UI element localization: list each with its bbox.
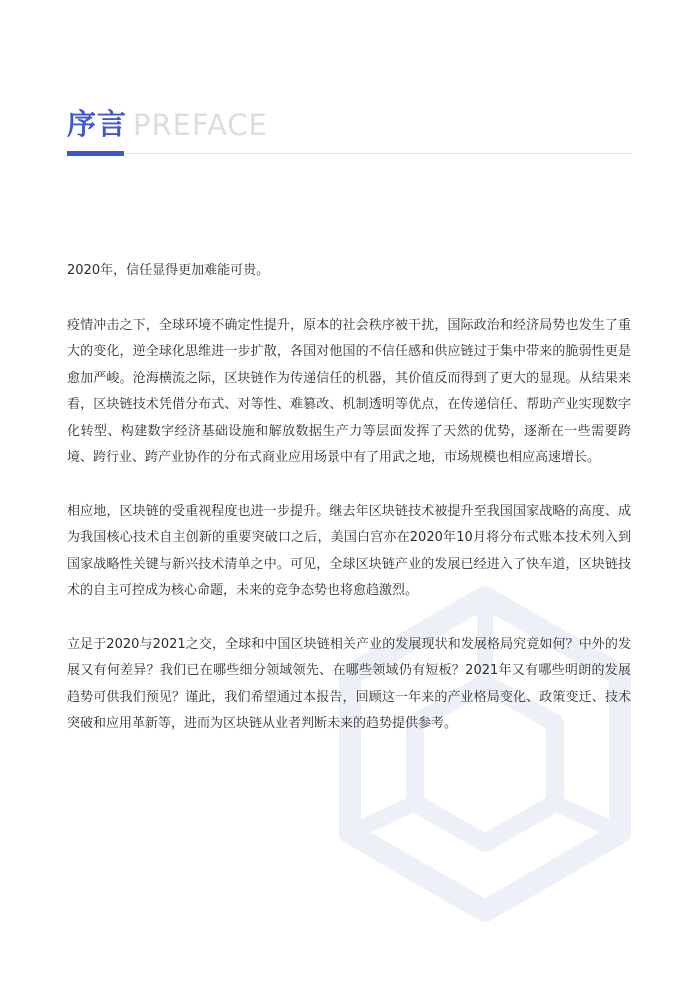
paragraph-outlook: 立足于2020与2021之交，全球和中国区块链相关产业的发展现状和发展格局究竟如何？中外的发展又有何差异？我们已在哪些细分领域领先、在哪些领域仍有短板？2021年又有哪些明朗的发展趋势可供我们预见？谨此，我们希望通过本报告，回顾这一年来的产业格局变化、政策变迁、技术突破和应用革新等，进而为区块链从业者判断未来的趋势提供参考。 — [67, 636, 631, 731]
page-title: 序言 — [67, 107, 128, 141]
paragraph-intro: 2020年，信任显得更加难能可贵。 — [67, 263, 270, 278]
header-divider — [67, 153, 631, 154]
page-subtitle: PREFACE — [133, 108, 268, 142]
paragraph-pandemic: 疫情冲击之下，全球环境不确定性提升，原本的社会秩序被干扰，国际政治和经济局势也发生了重大的变化，逆全球化思维进一步扩散，各国对他国的不信任感和供应链过于集中带来的脆弱性更是愈加严峻。沧海横流之际，区块链作为传递信任的机器，其价值反而得到了更大的显现。从结果来看，区块链技术凭借分布式、对等性、难篡改、机制透明等优点，在传递信任、帮助产业实现数字化转型、构建数字经济基础设施和解放数据生产力等层面发挥了天然的优势，逐渐在一些需要跨境、跨行业、跨产业协作的分布式商业应用场景中有了用武之地，市场规模也相应高速增长。 — [67, 317, 631, 465]
title-accent-bar — [67, 151, 124, 156]
paragraph-policy: 相应地，区块链的受重视程度也进一步提升。继去年区块链技术被提升至我国国家战略的高度、成为我国核心技术自主创新的重要突破口之后，美国白宫亦在2020年10月将分布式账本技术列入到国家战略性关键与新兴技术清单之中。可见，全球区块链产业的发展已经进入了快车道，区块链技术的自主可控成为核心命题，未来的竞争态势也将愈趋激烈。 — [67, 503, 631, 598]
page-header — [67, 104, 631, 156]
preface-body — [67, 258, 631, 765]
